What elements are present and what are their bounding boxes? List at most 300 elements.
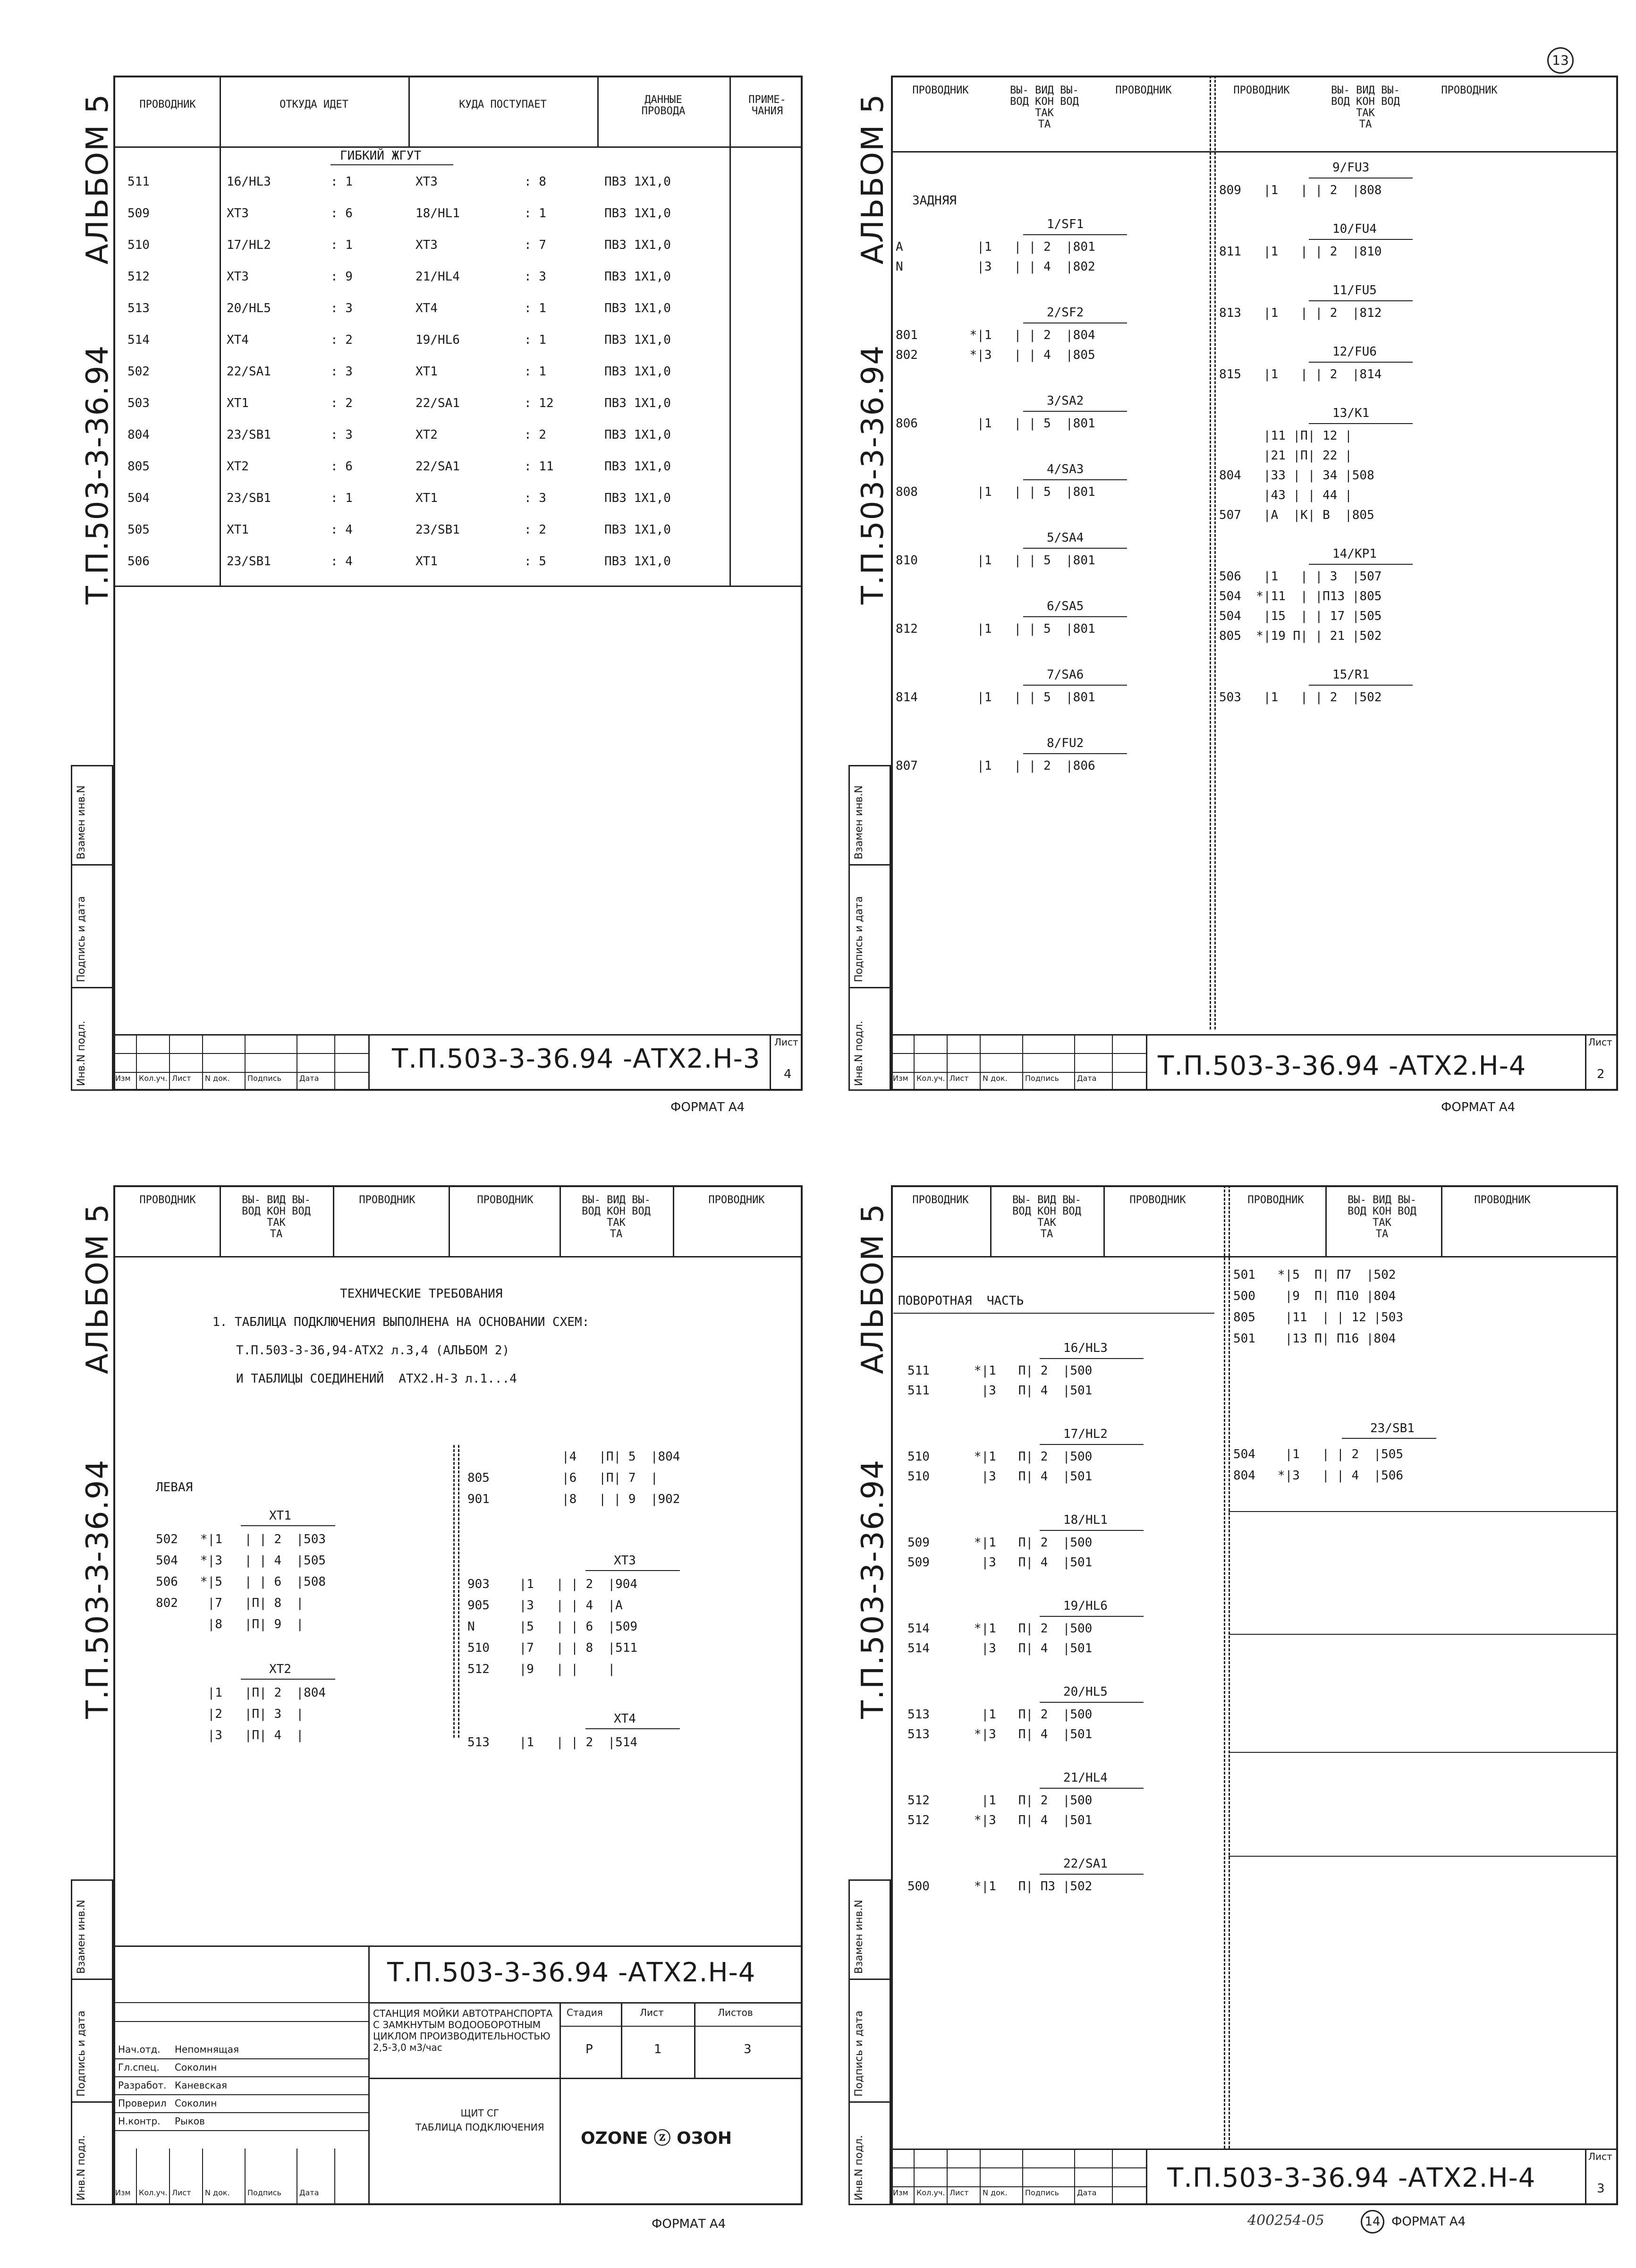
stamp-column-divider (202, 2149, 203, 2205)
to-device: 23/SB1 (415, 523, 460, 537)
col-header-wire: ПРОВОДНИК (1247, 1194, 1304, 1206)
stamp-column-label: Изм (115, 1074, 131, 1083)
terminal-row: 504 |1 | | 2 |505 (1233, 1447, 1404, 1461)
stamp-column-label: N док. (205, 2188, 230, 2197)
col-header-wire: ПРОВОДНИК (359, 1194, 415, 1206)
wire-spec: ПВ3 1X1,0 (604, 206, 671, 221)
device-title-underline (1040, 1702, 1144, 1703)
col-header-wire: ПРОВОДНИК (1129, 1194, 1186, 1206)
inventory-note: 400254-05 (1247, 2212, 1324, 2229)
terminal-row: 513 |1 П| 2 |500 (907, 1707, 1093, 1722)
to-device: 18/HL1 (415, 206, 460, 221)
from-terminal: : 6 (331, 459, 353, 474)
to-device: XT1 (415, 365, 438, 379)
terminal-row: 802 *|3 | | 4 |805 (896, 348, 1095, 362)
from-device: 23/SB1 (227, 428, 271, 442)
terminal-row: |43 | | 44 | (1219, 488, 1352, 502)
project-label: Т.П.503-3-36.94 (80, 344, 115, 604)
signer-name: Рыков (175, 2115, 205, 2127)
stamp-row-line (113, 2058, 368, 2059)
to-device: 22/SA1 (415, 396, 460, 410)
terminal-row: 509 *|1 П| 2 |500 (907, 1536, 1093, 1550)
wire-number: 510 (127, 238, 150, 252)
terminal-row: 500 *|1 П| П3 |502 (907, 1879, 1093, 1894)
sheet-atx2-n4-3 (818, 1152, 1636, 2268)
doc-code: Т.П.503-3-36.94 -АТХ2.Н-4 (1167, 2163, 1536, 2193)
xt2-title: XT2 (269, 1662, 291, 1676)
terminal-row: 510 |3 П| 4 |501 (907, 1470, 1093, 1484)
terminal-row: 809 |1 | | 2 |808 (1219, 183, 1382, 197)
xt3-title: XT3 (614, 1554, 636, 1568)
col-header-to: КУДА ПОСТУПАЕТ (459, 99, 547, 110)
from-device: 17/HL2 (227, 238, 271, 252)
col-header-wire: ПРОВОДНИК (912, 85, 969, 96)
wire-spec: ПВ3 1X1,0 (604, 270, 671, 284)
terminal-row: 804 *|3 | | 4 |506 (1233, 1469, 1404, 1483)
device-title-underline (1309, 239, 1413, 240)
stamp-column-divider (980, 2149, 981, 2205)
terminal-row: |21 |П| 22 | (1219, 449, 1352, 463)
device-title: 7/SA6 (1047, 668, 1084, 682)
terminal-row: A |1 | | 2 |801 (896, 240, 1095, 254)
col-header-terminals: ВЫ- ВИД ВЫ- ВОД КОН ВОД ТАК ТА (242, 1194, 311, 1240)
stamp-column-divider (914, 1034, 915, 1091)
side-label-replace: Взамен инв.N (853, 785, 865, 859)
to-device: XT4 (415, 301, 438, 315)
device-title: 21/HL4 (1063, 1771, 1108, 1785)
terminal-row: N |5 | | 6 |509 (467, 1620, 638, 1634)
wire-number: 505 (127, 523, 150, 537)
wire-number: 506 (127, 554, 150, 569)
project-label: Т.П.503-3-36.94 (856, 344, 890, 604)
device-title: 20/HL5 (1063, 1685, 1108, 1699)
to-terminal: : 2 (524, 523, 546, 537)
side-label-sign: Подпись и дата (853, 2010, 865, 2097)
device-title: 14/KP1 (1332, 547, 1377, 561)
to-terminal: : 1 (524, 365, 546, 379)
stamp-column-divider (169, 1034, 170, 1091)
device-title: 13/K1 (1332, 406, 1370, 420)
to-device: 19/HL6 (415, 333, 460, 347)
sheets-value: 3 (744, 2042, 752, 2056)
terminal-row: 514 *|1 П| 2 |500 (907, 1622, 1093, 1636)
terminal-row: |8 |П| 9 | (156, 1617, 304, 1631)
wire-spec: ПВ3 1X1,0 (604, 491, 671, 505)
terminal-row: 502 *|1 | | 2 |503 (156, 1532, 326, 1546)
device-title-underline (1040, 1874, 1144, 1875)
device-title-underline (1040, 1358, 1144, 1359)
col-header-wire: ПРОВОДНИК (139, 1194, 196, 1206)
sheet-atx2-n4-1 (0, 1152, 817, 2268)
to-terminal: : 8 (524, 175, 546, 189)
to-device: XT1 (415, 491, 438, 505)
stamp-column-divider (1022, 2149, 1023, 2205)
stamp-column-divider (947, 1034, 948, 1091)
stamp-column-label: Кол.уч. (916, 2188, 945, 2197)
terminal-row: 511 |3 П| 4 |501 (907, 1384, 1093, 1398)
device-title: 5/SA4 (1047, 531, 1084, 545)
terminal-row: |8 | | 9 |902 (562, 1492, 680, 1506)
sheet-number: 3 (1597, 2182, 1605, 2196)
corner-mark: 13 (1547, 47, 1574, 74)
side-label-replace: Взамен инв.N (76, 785, 87, 859)
device-title: 12/FU6 (1332, 345, 1377, 359)
stamp-column-divider (1112, 2149, 1113, 2205)
object-title: СТАНЦИЯ МОЙКИ АВТОТРАНСПОРТА С ЗАМКНУТЫМ ВОДООБОРОТНЫМ ЦИКЛОМ ПРОИЗВОДИТЕЛЬНОСТЬЮ 2,5-3,0 м3/час (373, 2008, 553, 2053)
wire-spec: ПВ3 1X1,0 (604, 301, 671, 315)
from-terminal: : 2 (331, 333, 353, 347)
stamp-column-divider (334, 1034, 335, 1091)
from-device: XT4 (227, 333, 249, 347)
role-label: Нач.отд. (118, 2044, 161, 2055)
from-device: XT1 (227, 523, 249, 537)
stamp-row-line (113, 2112, 368, 2113)
section-label: ПОВОРОТНАЯ ЧАСТЬ (898, 1294, 1024, 1308)
sb1-title: 23/SB1 (1370, 1421, 1415, 1436)
col-header-wire: ПРОВОДНИК (139, 99, 196, 110)
from-terminal: : 1 (331, 175, 353, 189)
org-logo: OZONE ⓩ ОЗОН (581, 2129, 732, 2148)
terminal-row: N |3 | | 4 |802 (896, 260, 1095, 274)
from-device: XT2 (227, 459, 249, 474)
terminal-row: 805 *|19 П| | 21 |502 (1219, 629, 1382, 643)
device-title-underline (1040, 1530, 1144, 1531)
stamp-column-label: Кол.уч. (916, 1074, 945, 1083)
requirement-line: 1. ТАБЛИЦА ПОДКЛЮЧЕНИЯ ВЫПОЛНЕНА НА ОСНОВАНИИ СХЕМ: (212, 1315, 590, 1329)
wire-number: 512 (127, 270, 150, 284)
device-title: 16/HL3 (1063, 1341, 1108, 1355)
from-terminal: : 2 (331, 396, 353, 410)
device-title: 3/SA2 (1047, 394, 1084, 408)
sheet-label: Лист (1588, 1036, 1612, 1048)
side-label-replace: Взамен инв.N (853, 1900, 865, 1974)
from-terminal: : 6 (331, 206, 353, 221)
sheet-label: Лист (1588, 2151, 1612, 2162)
col-header-terminals: ВЫ- ВИД ВЫ- ВОД КОН ВОД ТАК ТА (1331, 85, 1400, 130)
side-label-sign: Подпись и дата (76, 2010, 87, 2097)
xt1-title: XT1 (269, 1509, 291, 1523)
album-label: АЛЬБОМ 5 (856, 93, 890, 264)
page-circle-number: 14 (1361, 2210, 1384, 2234)
to-terminal: : 1 (524, 206, 546, 221)
terminal-row: 815 |1 | | 2 |814 (1219, 367, 1382, 382)
terminal-row: 503 |1 | | 2 |502 (1219, 690, 1382, 705)
stamp-column-label: Подпись (1025, 1074, 1059, 1083)
to-terminal: : 5 (524, 554, 546, 569)
stamp-column-label: Лист (172, 1074, 191, 1083)
terminal-row: |3 |П| 4 | (156, 1728, 304, 1742)
device-title: 17/HL2 (1063, 1427, 1108, 1441)
terminal-row: 814 |1 | | 5 |801 (896, 690, 1095, 705)
project-label: Т.П.503-3-36.94 (80, 1459, 115, 1719)
terminal-row: 513 |1 | | 2 |514 (467, 1735, 638, 1750)
terminal-row: 501 *|5 П| П7 |502 (1233, 1268, 1396, 1282)
role-label: Гл.спец. (118, 2062, 160, 2073)
wire-number: 502 (127, 365, 150, 379)
device-title: 11/FU5 (1332, 283, 1377, 297)
album-label: АЛЬБОМ 5 (80, 1203, 115, 1374)
doc-code: Т.П.503-3-36.94 -АТХ2.Н-4 (387, 1957, 756, 1988)
role-label: Н.контр. (118, 2115, 161, 2127)
device-title-underline (1023, 685, 1127, 686)
stamp-row-line (113, 2130, 368, 2131)
wire-number: 509 (127, 206, 150, 221)
stamp-column-divider (980, 1034, 981, 1091)
stamp-column-divider (1074, 1034, 1075, 1091)
stamp-column-label: Подпись (247, 2188, 281, 2197)
from-device: 23/SB1 (227, 491, 271, 505)
stamp-column-divider (169, 2149, 170, 2205)
wire-number: 901 (467, 1492, 490, 1506)
to-device: XT3 (415, 175, 438, 189)
project-label: Т.П.503-3-36.94 (856, 1459, 890, 1719)
col-header-wire: ПРОВОДНИК (477, 1194, 534, 1206)
wire-spec: ПВ3 1X1,0 (604, 554, 671, 569)
device-title-underline (1309, 564, 1413, 565)
to-device: 22/SA1 (415, 459, 460, 474)
terminal-row: 810 |1 | | 5 |801 (896, 553, 1095, 568)
stamp-column-label: Изм (893, 1074, 908, 1083)
terminal-row: 506 |1 | | 3 |507 (1219, 569, 1382, 584)
signer-name: Каневская (175, 2080, 227, 2091)
requirements-title: ТЕХНИЧЕСКИЕ ТРЕБОВАНИЯ (340, 1287, 503, 1301)
stage-label: Стадия (567, 2007, 603, 2018)
from-device: 23/SB1 (227, 554, 271, 569)
from-device: XT1 (227, 396, 249, 410)
col-header-from: ОТКУДА ИДЕТ (280, 99, 348, 110)
from-terminal: : 3 (331, 365, 353, 379)
format-label: ФОРМАТ А4 (670, 1100, 745, 1114)
device-title: 9/FU3 (1332, 161, 1370, 175)
format-label: ФОРМАТ А4 (1441, 1100, 1516, 1114)
side-label-inv: Инв.N подл. (853, 1020, 865, 1086)
stamp-column-divider (136, 2149, 137, 2205)
format-label: ФОРМАТ А4 (652, 2217, 726, 2231)
device-title: 10/FU4 (1332, 222, 1377, 236)
sheet-label: Лист (774, 1036, 798, 1048)
device-title-underline (1023, 234, 1127, 235)
stamp-column-label: Дата (299, 2188, 319, 2197)
role-label: Проверил (118, 2098, 167, 2109)
stamp-column-label: Лист (949, 2188, 969, 2197)
from-terminal: : 1 (331, 491, 353, 505)
stamp-column-label: Кол.уч. (139, 2188, 168, 2197)
terminal-row: 513 *|3 П| 4 |501 (907, 1727, 1093, 1741)
to-terminal: : 1 (524, 301, 546, 315)
terminal-row: 804 |33 | | 34 |508 (1219, 468, 1374, 483)
side-label-inv: Инв.N подл. (76, 2135, 87, 2200)
wire-number: 514 (127, 333, 150, 347)
wire-number: 804 (127, 428, 150, 442)
wire-number: 805 (467, 1471, 490, 1485)
wire-number: 805 (127, 459, 150, 474)
stamp-column-label: Дата (1077, 2188, 1097, 2197)
device-title: 18/HL1 (1063, 1513, 1108, 1527)
to-terminal: : 3 (524, 491, 546, 505)
wire-spec: ПВ3 1X1,0 (604, 459, 671, 474)
terminal-row: 506 *|5 | | 6 |508 (156, 1575, 326, 1589)
sheet-title: ЩИТ СГ ТАБЛИЦА ПОДКЛЮЧЕНИЯ (415, 2107, 544, 2133)
col-header-wire: ПРОВОДНИК (1474, 1194, 1531, 1206)
device-title-underline (1023, 548, 1127, 549)
col-header-notes: ПРИМЕ- ЧАНИЯ (748, 94, 786, 117)
terminal-row: 504 *|11 | |П13 |805 (1219, 589, 1382, 603)
wire-spec: ПВ3 1X1,0 (604, 238, 671, 252)
device-title: 6/SA5 (1047, 599, 1084, 613)
terminal-row: 807 |1 | | 2 |806 (896, 759, 1095, 773)
from-device: XT3 (227, 270, 249, 284)
device-title-underline (1023, 479, 1127, 480)
terminal-row: 500 |9 П| П10 |804 (1233, 1289, 1396, 1303)
terminal-row: 811 |1 | | 2 |810 (1219, 245, 1382, 259)
side-label-inv: Инв.N подл. (76, 1020, 87, 1086)
sheet-atx2-n3-4 (0, 0, 817, 1133)
stamp-row-line (113, 2076, 368, 2077)
terminal-row: 504 |15 | | 17 |505 (1219, 609, 1382, 623)
stamp-row-line (113, 2094, 368, 2095)
sheet-number: 4 (784, 1067, 792, 1081)
device-title-underline (1023, 411, 1127, 412)
terminal-row: 802 |7 |П| 8 | (156, 1596, 304, 1610)
wire-number: 503 (127, 396, 150, 410)
stamp-column-label: Лист (172, 2188, 191, 2197)
to-device: XT3 (415, 238, 438, 252)
stamp-column-divider (914, 2149, 915, 2205)
terminal-row: |1 |П| 2 |804 (156, 1686, 326, 1700)
device-title-underline (1309, 362, 1413, 363)
wire-spec: ПВ3 1X1,0 (604, 365, 671, 379)
terminal-row: 512 |1 П| 2 |500 (907, 1793, 1093, 1808)
stamp-column-divider (202, 1034, 203, 1091)
to-terminal: : 2 (524, 428, 546, 442)
from-terminal: : 9 (331, 270, 353, 284)
stamp-column-label: Дата (299, 1074, 319, 1083)
from-device: 20/HL5 (227, 301, 271, 315)
stamp-column-label: Лист (949, 1074, 969, 1083)
terminal-row: 512 *|3 П| 4 |501 (907, 1813, 1093, 1827)
terminal-row: 806 |1 | | 5 |801 (896, 416, 1095, 431)
terminal-row: 511 *|1 П| 2 |500 (907, 1364, 1093, 1378)
side-label-replace: Взамен инв.N (76, 1900, 87, 1974)
to-device: 21/HL4 (415, 270, 460, 284)
col-header-wire-data: ДАННЫЕ ПРОВОДА (641, 94, 686, 117)
wire-spec: ПВ3 1X1,0 (604, 175, 671, 189)
terminal-row: 501 |13 П| П16 |804 (1233, 1332, 1396, 1346)
stamp-column-label: Кол.уч. (139, 1074, 168, 1083)
col-header-terminals: ВЫ- ВИД ВЫ- ВОД КОН ВОД ТАК ТА (1012, 1194, 1081, 1240)
signer-name: Соколин (175, 2062, 217, 2073)
section-label: ЗАДНЯЯ (912, 194, 957, 208)
device-title: 8/FU2 (1047, 736, 1084, 750)
subtitle: ГИБКИЙ ЖГУТ (340, 149, 422, 163)
from-device: 16/HL3 (227, 175, 271, 189)
stamp-column-divider (334, 2149, 335, 2205)
col-header-wire: ПРОВОДНИК (1441, 85, 1498, 96)
terminal-row: |2 |П| 3 | (156, 1707, 304, 1721)
col-header-wire: ПРОВОДНИК (1233, 85, 1290, 96)
terminal-row: 812 |1 | | 5 |801 (896, 622, 1095, 636)
device-title: 22/SA1 (1063, 1857, 1108, 1871)
to-device: XT1 (415, 554, 438, 569)
stamp-column-divider (136, 1034, 137, 1091)
device-title: 19/HL6 (1063, 1599, 1108, 1613)
doc-code: Т.П.503-3-36.94 -АТХ2.Н-3 (392, 1044, 761, 1074)
terminal-row: 514 |3 П| 4 |501 (907, 1641, 1093, 1656)
to-device: XT2 (415, 428, 438, 442)
terminal-row: 801 *|1 | | 2 |804 (896, 328, 1095, 342)
stage-value: Р (585, 2042, 593, 2056)
wire-number: 504 (127, 491, 150, 505)
wire-spec: ПВ3 1X1,0 (604, 523, 671, 537)
sheet-number: 2 (1597, 1067, 1605, 1081)
wire-spec: ПВ3 1X1,0 (604, 428, 671, 442)
terminal-row: 509 |3 П| 4 |501 (907, 1555, 1093, 1570)
wire-spec: ПВ3 1X1,0 (604, 333, 671, 347)
device-title-underline (1309, 300, 1413, 301)
doc-code: Т.П.503-3-36.94 -АТХ2.Н-4 (1158, 1051, 1526, 1081)
sheets-label: Листов (718, 2007, 753, 2018)
terminal-row: 805 |11 | | 12 |503 (1233, 1310, 1404, 1325)
stamp-column-label: N док. (983, 1074, 1008, 1083)
device-title-underline (1040, 1444, 1144, 1445)
wire-number: 513 (127, 301, 150, 315)
sheet-atx2-n4-2 (818, 0, 1636, 1133)
device-title: 2/SF2 (1047, 306, 1084, 320)
from-terminal: : 3 (331, 301, 353, 315)
sheet-frame (113, 76, 803, 1091)
stamp-column-label: Изм (115, 2188, 131, 2197)
device-title: 4/SA3 (1047, 462, 1084, 476)
stamp-column-label: Дата (1077, 1074, 1097, 1083)
requirement-line: Т.П.503-3-36,94-АТХ2 л.3,4 (АЛЬБОМ 2) (236, 1343, 510, 1358)
terminal-row: 903 |1 | | 2 |904 (467, 1577, 638, 1591)
device-title-underline (1040, 1788, 1144, 1789)
stamp-column-label: N док. (205, 1074, 230, 1083)
terminal-row: 512 |9 | | | (467, 1662, 616, 1676)
stamp-column-label: N док. (983, 2188, 1008, 2197)
stamp-column-divider (245, 1034, 246, 1091)
signer-name: Непомнящая (175, 2044, 239, 2055)
from-device: 22/SA1 (227, 365, 271, 379)
to-terminal: : 12 (524, 396, 554, 410)
section-label: ЛЕВАЯ (156, 1480, 193, 1495)
stamp-column-divider (1074, 2149, 1075, 2205)
stamp-column-divider (1022, 1034, 1023, 1091)
device-title: 1/SF1 (1047, 217, 1084, 231)
col-header-terminals: ВЫ- ВИД ВЫ- ВОД КОН ВОД ТАК ТА (582, 1194, 651, 1240)
terminal-row: 813 |1 | | 2 |812 (1219, 306, 1382, 320)
col-header-wire: ПРОВОДНИК (912, 1194, 969, 1206)
terminal-row: |4 |П| 5 |804 (562, 1450, 680, 1464)
device-title-underline (1023, 616, 1127, 617)
sheet-label: Лист (640, 2007, 664, 2018)
from-terminal: : 3 (331, 428, 353, 442)
col-header-wire: ПРОВОДНИК (1115, 85, 1172, 96)
terminal-row: 504 *|3 | | 4 |505 (156, 1554, 326, 1568)
terminal-row: 808 |1 | | 5 |801 (896, 485, 1095, 499)
col-header-terminals: ВЫ- ВИД ВЫ- ВОД КОН ВОД ТАК ТА (1348, 1194, 1416, 1240)
device-title-underline (1040, 1616, 1144, 1617)
device-title: 15/R1 (1332, 668, 1370, 682)
terminal-row: |6 |П| 7 | (562, 1471, 658, 1485)
sheet-value: 1 (654, 2042, 662, 2056)
terminal-row: |11 |П| 12 | (1219, 429, 1352, 443)
stamp-column-divider (1112, 1034, 1113, 1091)
role-label: Разработ. (118, 2080, 167, 2091)
terminal-row: 507 |A |К| B |805 (1219, 508, 1374, 522)
side-label-sign: Подпись и дата (853, 896, 865, 982)
signer-name: Соколин (175, 2098, 217, 2109)
